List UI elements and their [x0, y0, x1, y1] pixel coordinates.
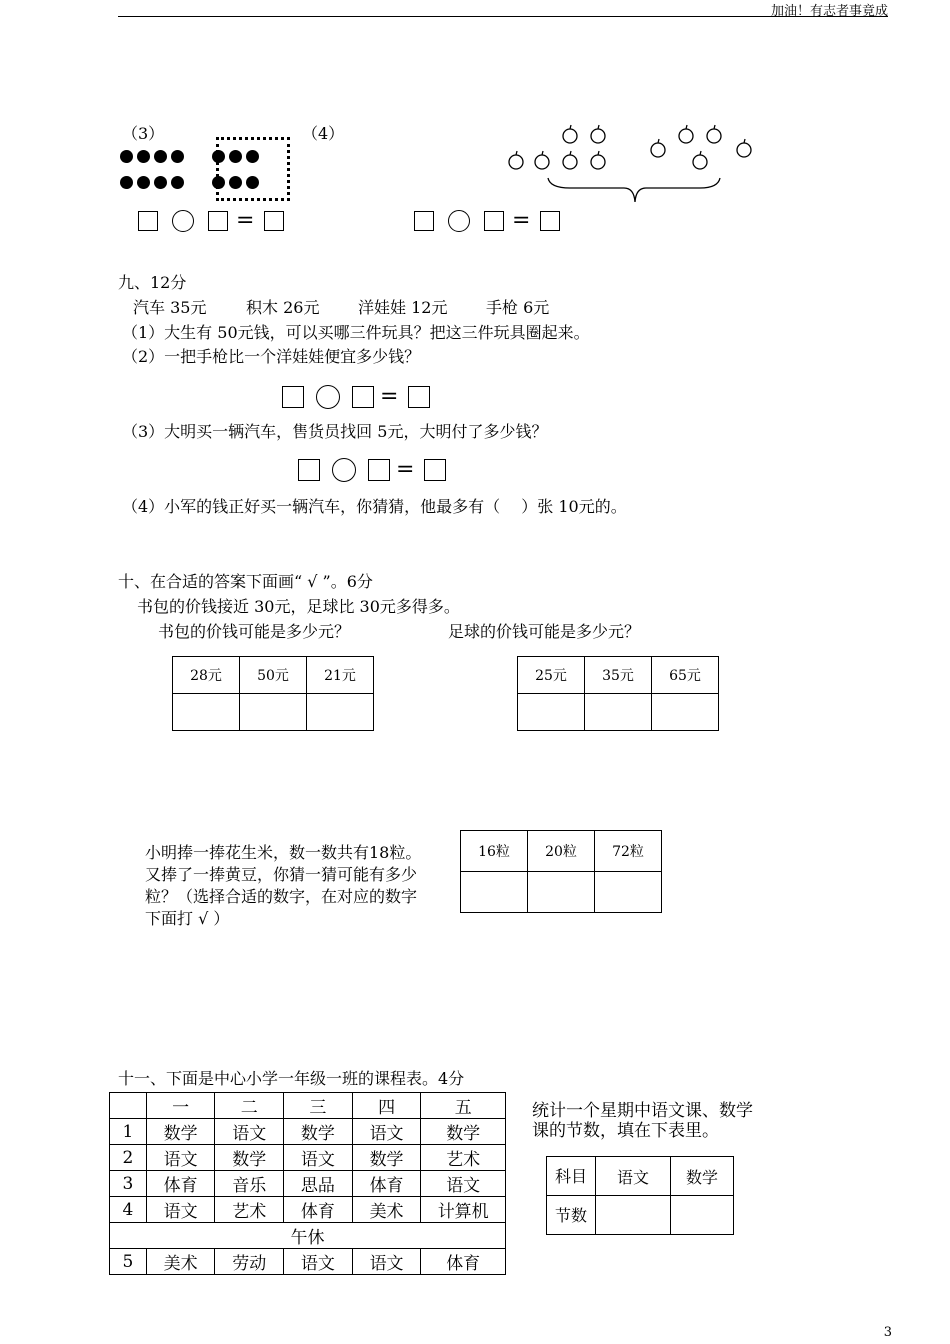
subject-header-cell: 科目	[547, 1157, 596, 1196]
section-10-title: 十、在合适的答案下面画“ √ ”。6分	[118, 572, 373, 591]
check-cell[interactable]	[528, 872, 595, 913]
table-cell: 体育	[352, 1171, 421, 1197]
table-cell: 体育	[146, 1171, 215, 1197]
peanut-question: 小明捧一捧花生米，数一数共有18粒。又捧了一捧黄豆，你猜一猜可能有多少粒？（选择合适的数字，在对应的数字下面打 √ ）	[145, 843, 422, 928]
equals-sign: =	[396, 457, 415, 482]
answer-box[interactable]	[264, 211, 284, 231]
table-cell: 语文	[146, 1145, 215, 1171]
check-cell[interactable]	[595, 872, 662, 913]
table-cell: 语文	[146, 1197, 215, 1223]
ball-price-table	[517, 656, 719, 731]
section-9-title: 九、12分	[118, 273, 187, 292]
table-cell: 语文	[215, 1119, 284, 1145]
timetable	[109, 1092, 506, 1275]
answer-box[interactable]	[282, 386, 304, 408]
equals-sign: =	[512, 208, 531, 233]
price-blocks: 积木 26元	[246, 298, 320, 317]
table-cell: 语文	[284, 1145, 353, 1171]
problem-3-label: （3）	[122, 124, 165, 143]
table-cell: 思品	[284, 1171, 353, 1197]
table-row	[110, 1119, 506, 1145]
table-cell: 2	[110, 1145, 147, 1171]
answer-box[interactable]	[368, 459, 390, 481]
table-row	[110, 1249, 506, 1275]
table-cell: 3	[110, 1171, 147, 1197]
lesson-count-label: 节数	[547, 1196, 596, 1235]
answer-box[interactable]	[208, 211, 228, 231]
section-11-title: 十一、下面是中心小学一年级一班的课程表。4分	[118, 1069, 465, 1088]
operator-circle[interactable]	[448, 210, 470, 232]
option-cell: 72粒	[595, 831, 662, 872]
check-cell[interactable]	[240, 694, 307, 731]
statistics-table	[546, 1156, 734, 1235]
table-cell: 计算机	[421, 1197, 506, 1223]
operator-circle[interactable]	[172, 210, 194, 232]
option-cell: 35元	[585, 657, 652, 694]
price-toy-gun: 手枪 6元	[486, 298, 550, 317]
question-9-4: （4）小军的钱正好买一辆汽车，你猜猜，他最多有（ ）张 10元的。	[122, 497, 627, 516]
answer-box[interactable]	[414, 211, 434, 231]
option-cell: 28元	[173, 657, 240, 694]
question-ball-price: 足球的价钱可能是多少元？	[448, 622, 641, 641]
table-cell: 语文	[421, 1171, 506, 1197]
equals-sign: =	[380, 384, 399, 409]
option-cell: 21元	[307, 657, 374, 694]
table-cell: 数学	[421, 1119, 506, 1145]
table-cell: 三	[284, 1093, 353, 1119]
statistics-task: 统计一个星期中语文课、数学课的节数，填在下表里。	[532, 1101, 753, 1141]
check-cell[interactable]	[173, 694, 240, 731]
dotted-selection-box	[216, 137, 290, 201]
answer-box[interactable]	[424, 459, 446, 481]
question-9-2: （2）一把手枪比一个洋娃娃便宜多少钱？	[122, 347, 421, 366]
option-cell: 16粒	[461, 831, 528, 872]
chinese-count-cell[interactable]	[596, 1196, 671, 1235]
table-cell: 四	[352, 1093, 421, 1119]
answer-box[interactable]	[298, 459, 320, 481]
math-header-cell: 数学	[671, 1157, 734, 1196]
table-cell: 数学	[352, 1145, 421, 1171]
option-cell: 65元	[652, 657, 719, 694]
check-cell[interactable]	[461, 872, 528, 913]
operator-circle[interactable]	[332, 458, 356, 482]
table-cell: 数学	[146, 1119, 215, 1145]
lunch-break-cell: 午休	[110, 1223, 506, 1249]
bag-price-table	[172, 656, 374, 731]
table-cell: 劳动	[215, 1249, 284, 1275]
price-car: 汽车 35元	[133, 298, 207, 317]
table-cell: 艺术	[421, 1145, 506, 1171]
question-bag-price: 书包的价钱可能是多少元？	[158, 622, 351, 641]
table-row	[110, 1197, 506, 1223]
section-10-intro: 书包的价钱接近 30元，足球比 30元多得多。	[137, 597, 460, 616]
check-cell[interactable]	[307, 694, 374, 731]
option-cell: 20粒	[528, 831, 595, 872]
option-cell: 50元	[240, 657, 307, 694]
equals-sign: =	[236, 208, 255, 233]
apple-icons	[500, 122, 760, 207]
table-cell: 美术	[146, 1249, 215, 1275]
table-cell: 体育	[284, 1197, 353, 1223]
check-cell[interactable]	[585, 694, 652, 731]
check-cell[interactable]	[518, 694, 585, 731]
price-doll: 洋娃娃 12元	[358, 298, 448, 317]
lunch-break-row	[110, 1223, 506, 1249]
question-9-3: （3）大明买一辆汽车，售货员找回 5元，大明付了多少钱？	[122, 422, 548, 441]
problem-4-label: （4）	[302, 124, 345, 143]
answer-box[interactable]	[138, 211, 158, 231]
question-9-1: （1）大生有 50元钱，可以买哪三件玩具？把这三件玩具圈起来。	[122, 323, 590, 342]
page-number: 3	[883, 1325, 892, 1340]
math-count-cell[interactable]	[671, 1196, 734, 1235]
timetable-header-row	[110, 1093, 506, 1119]
table-cell: 4	[110, 1197, 147, 1223]
table-cell: 1	[110, 1119, 147, 1145]
table-cell: 体育	[421, 1249, 506, 1275]
table-cell: 5	[110, 1249, 147, 1275]
table-cell: 五	[421, 1093, 506, 1119]
table-cell: 一	[146, 1093, 215, 1119]
table-row	[110, 1171, 506, 1197]
answer-box[interactable]	[540, 211, 560, 231]
table-cell: 语文	[352, 1119, 421, 1145]
table-cell: 语文	[352, 1249, 421, 1275]
header-rule	[118, 16, 888, 17]
header-motto: 加油！有志者事竟成	[770, 4, 888, 19]
chinese-header-cell: 语文	[596, 1157, 671, 1196]
table-cell: 美术	[352, 1197, 421, 1223]
table-cell: 语文	[284, 1249, 353, 1275]
table-cell: 艺术	[215, 1197, 284, 1223]
operator-circle[interactable]	[316, 385, 340, 409]
table-cell	[110, 1093, 147, 1119]
check-cell[interactable]	[652, 694, 719, 731]
table-cell: 二	[215, 1093, 284, 1119]
table-cell: 数学	[215, 1145, 284, 1171]
answer-box[interactable]	[408, 386, 430, 408]
peanut-table	[460, 830, 662, 913]
table-row	[110, 1145, 506, 1171]
table-cell: 音乐	[215, 1171, 284, 1197]
option-cell: 25元	[518, 657, 585, 694]
answer-box[interactable]	[352, 386, 374, 408]
answer-box[interactable]	[484, 211, 504, 231]
table-cell: 数学	[284, 1119, 353, 1145]
